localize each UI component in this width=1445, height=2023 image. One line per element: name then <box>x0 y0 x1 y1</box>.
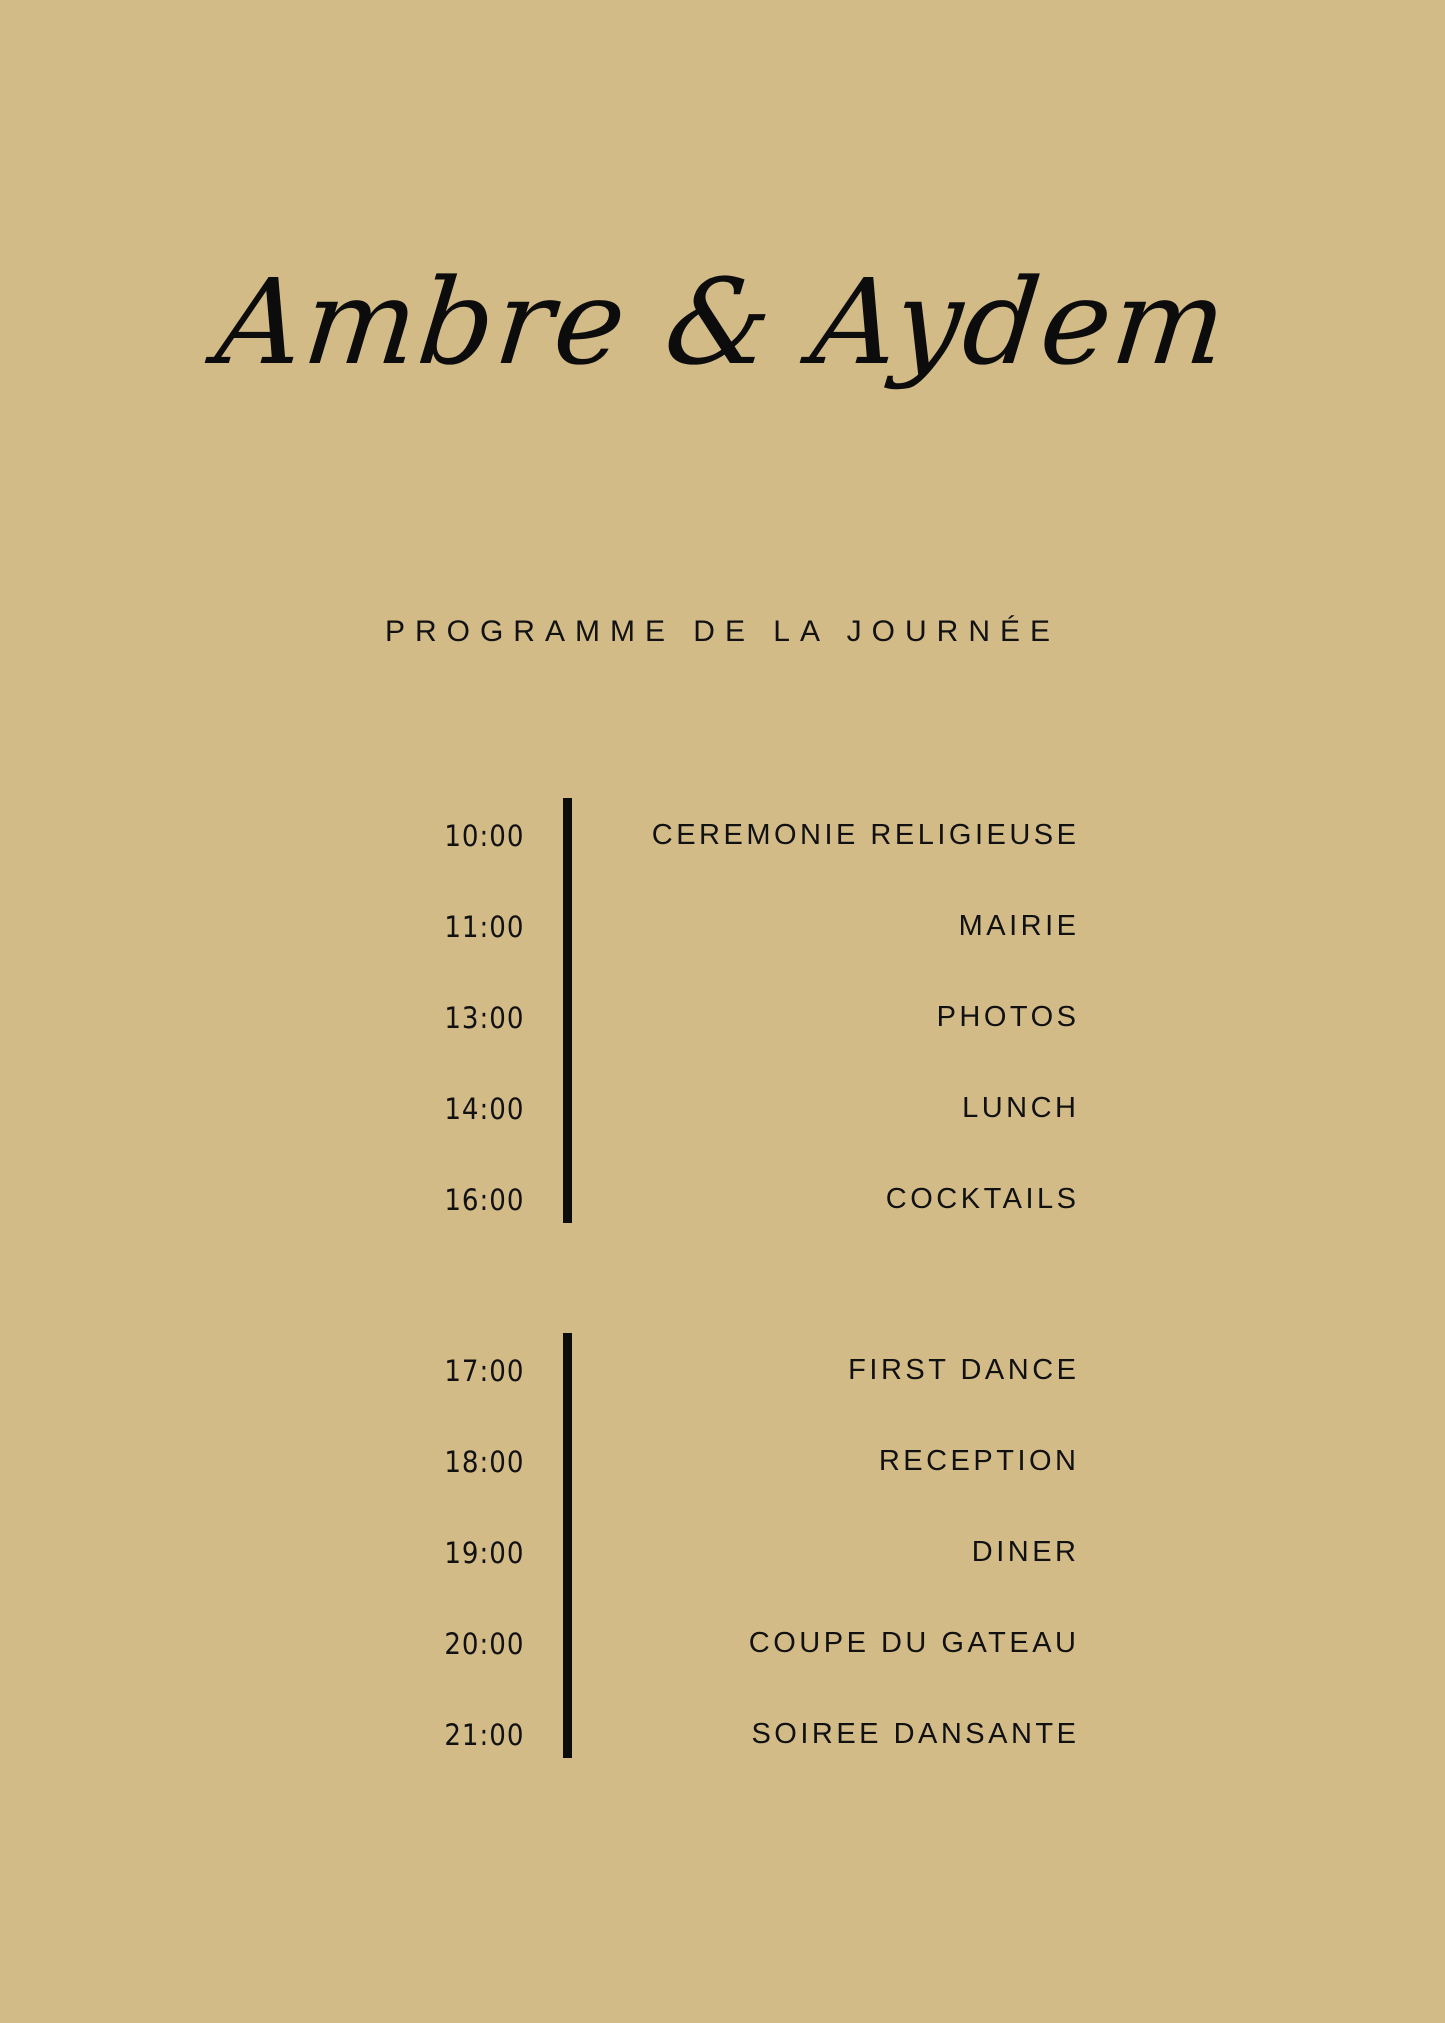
schedule-event: CEREMONIE RELIGIEUSE <box>651 819 1080 851</box>
schedule-row <box>318 1154 1128 1245</box>
schedule-row <box>318 1416 1128 1507</box>
schedule-row <box>318 1689 1128 1780</box>
schedule-event: SOIREE DANSANTE <box>751 1718 1080 1750</box>
schedule-row <box>318 881 1128 972</box>
schedule-event: COCKTAILS <box>885 1183 1080 1215</box>
schedule-time: 17:00 <box>444 1353 525 1388</box>
schedule-time: 21:00 <box>444 1717 525 1752</box>
schedule-block-daytime <box>0 790 1445 1245</box>
schedule-time: 14:00 <box>444 1091 525 1126</box>
schedule-row <box>318 1598 1128 1689</box>
page-subtitle: PROGRAMME DE LA JOURNÉE <box>384 615 1061 648</box>
timeline-rail-icon <box>563 1333 572 1758</box>
schedule-row <box>318 1063 1128 1154</box>
schedule-event: LUNCH <box>962 1092 1080 1124</box>
schedule-time: 19:00 <box>444 1535 525 1570</box>
schedule-block-evening <box>0 1325 1445 1780</box>
schedule-event: RECEPTION <box>878 1445 1080 1477</box>
schedule-event: PHOTOS <box>936 1001 1080 1033</box>
schedule-time: 11:00 <box>444 909 525 944</box>
schedule-row <box>318 1507 1128 1598</box>
schedule-row <box>318 972 1128 1063</box>
schedule-event: DINER <box>971 1536 1080 1568</box>
schedule-event: MAIRIE <box>958 910 1080 942</box>
schedule-row <box>318 1325 1128 1416</box>
timeline-rail-icon <box>563 798 572 1223</box>
schedule-row <box>318 790 1128 881</box>
schedule-time: 18:00 <box>444 1444 525 1479</box>
schedule-event: COUPE DU GATEAU <box>748 1627 1080 1659</box>
schedule-time: 13:00 <box>444 1000 525 1035</box>
schedule-time: 16:00 <box>444 1182 525 1217</box>
schedule-event: FIRST DANCE <box>848 1354 1080 1386</box>
couple-names-title: Ambre & Aydem <box>210 253 1235 391</box>
schedule-time: 20:00 <box>444 1626 525 1661</box>
schedule-time: 10:00 <box>444 818 525 853</box>
